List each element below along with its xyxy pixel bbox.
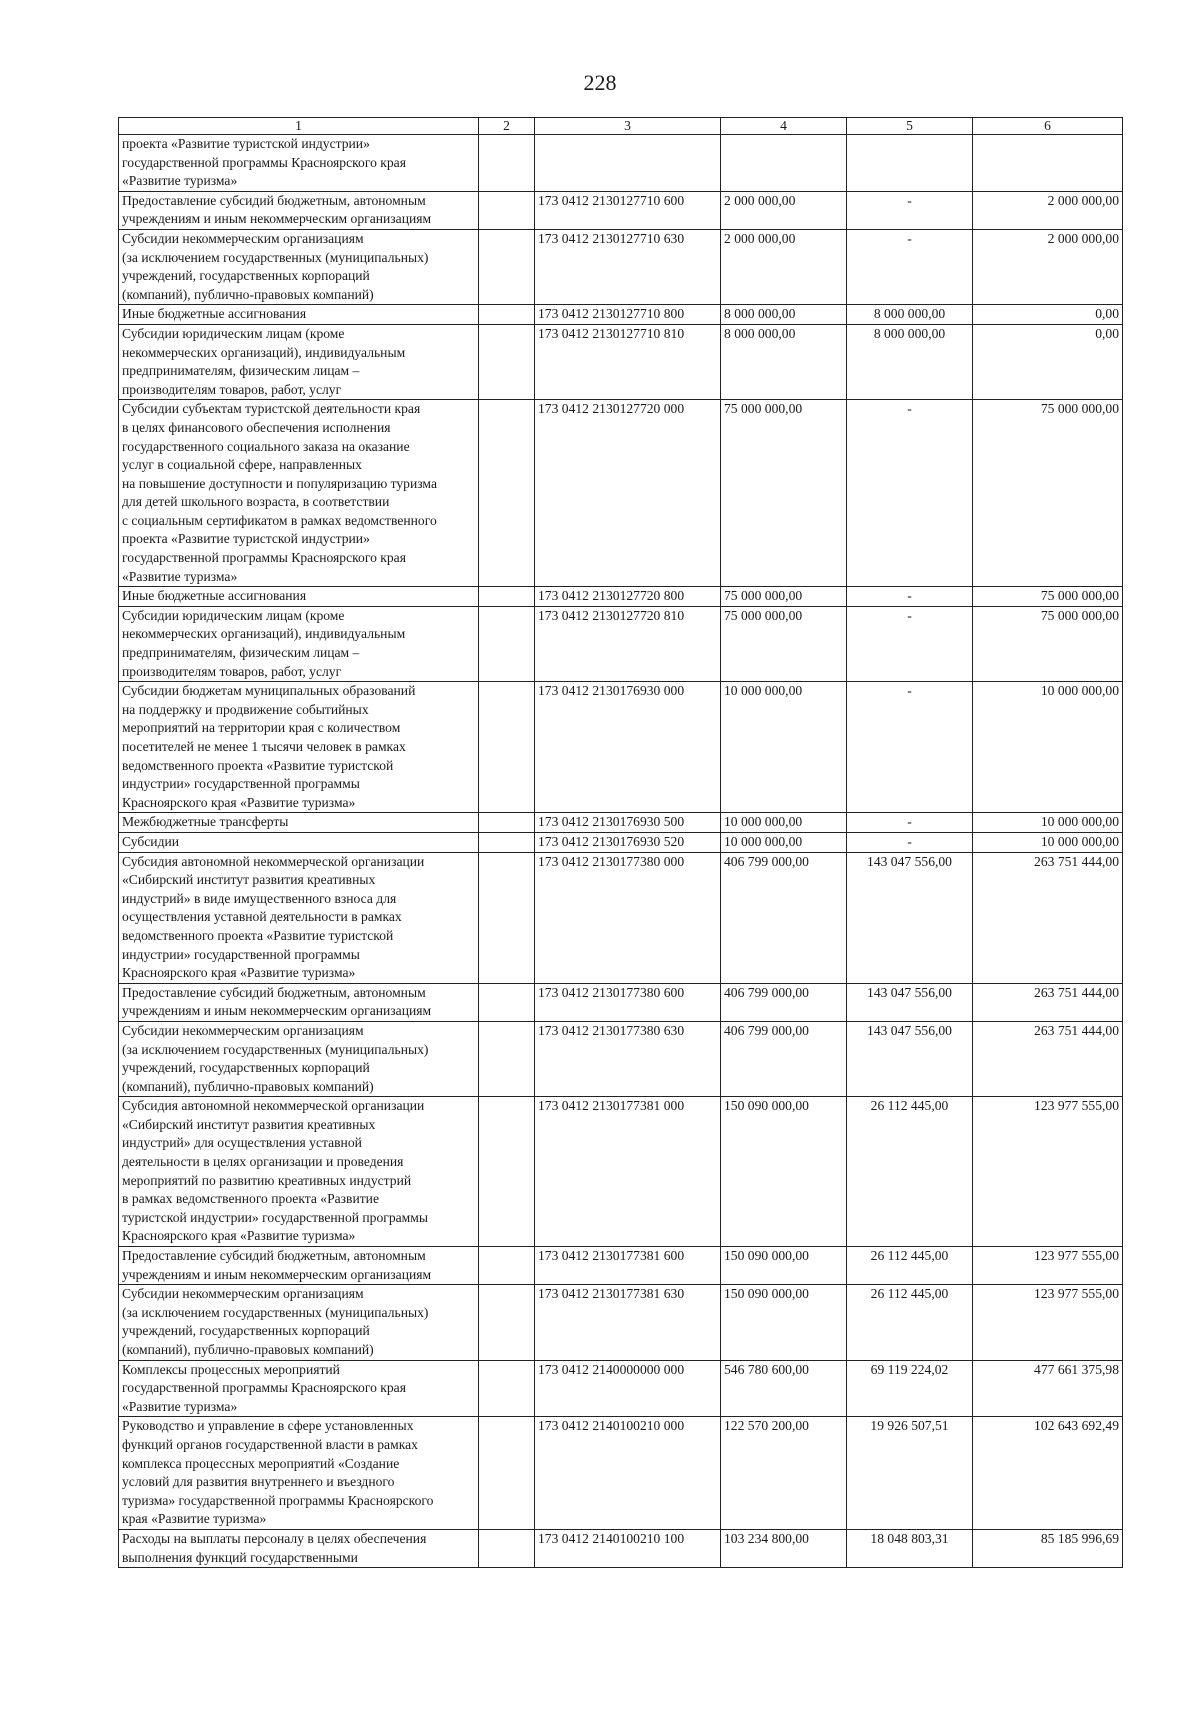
expense-name-line: учреждений, государственных корпораций [122,268,370,284]
expense-name-cell [119,1360,479,1417]
table-header-row [119,118,1123,135]
empty-cell [479,1360,535,1417]
table-row [119,1285,1123,1360]
executed-cell: 19 926 507,51 [847,1417,973,1530]
empty-cell [479,1021,535,1096]
expense-name-cell [119,813,479,833]
executed-cell: 18 048 803,31 [847,1529,973,1567]
expense-name-line: (компаний), публично-правовых компаний) [122,1078,374,1094]
expense-name-line: Руководство и управление в сфере установленных [122,1418,414,1434]
expense-name-line: Иные бюджетные ассигнования [122,588,307,604]
amount-cell: 10 000 000,00 [721,813,847,833]
remainder-cell: 10 000 000,00 [973,682,1123,813]
budget-code-cell: 173 0412 2130127720 810 [535,606,721,681]
budget-code-cell: 173 0412 2130127710 630 [535,229,721,304]
empty-cell [479,606,535,681]
expense-name-line: функций органов государственной власти в рамках [122,1436,418,1452]
expense-name-line: Субсидии некоммерческим организациям [122,1286,364,1302]
expense-name-line: Предоставление субсидий бюджетным, автономным [122,1248,426,1264]
remainder-cell: 75 000 000,00 [973,400,1123,587]
expense-name-cell [119,832,479,852]
expense-name-cell [119,1247,479,1285]
expense-name-line: мероприятий на территории края с количеством [122,720,401,736]
remainder-cell: 263 751 444,00 [973,983,1123,1021]
empty-cell [479,1417,535,1530]
remainder-cell: 2 000 000,00 [973,229,1123,304]
executed-cell: - [847,606,973,681]
expense-name-line: некоммерческих организаций), индивидуальным [122,344,406,360]
column-header-5: 5 [847,118,973,135]
budget-code-cell: 173 0412 2130176930 500 [535,813,721,833]
executed-cell: 69 119 224,02 [847,1360,973,1417]
expense-name-line: комплекса процессных мероприятий «Создание [122,1455,400,1471]
budget-code-cell: 173 0412 2130177380 600 [535,983,721,1021]
table-row [119,1097,1123,1247]
budget-code-cell: 173 0412 2130177380 630 [535,1021,721,1096]
expense-name-line: учреждениям и иным некоммерческим организациям [122,211,432,227]
expense-name-line: Субсидии юридическим лицам (кроме [122,325,345,341]
expense-name-line: индустрии» государственной программы [122,946,360,962]
table-row [119,229,1123,304]
expense-name-line: с социальным сертификатом в рамках ведомственного [122,512,437,528]
expense-name-line: производителям товаров, работ, услуг [122,663,342,679]
expense-name-line: ведомственного проекта «Развитие туристской [122,757,394,773]
empty-cell [479,813,535,833]
expense-name-line: предпринимателям, физическим лицам – [122,645,360,661]
expense-name-line: в рамках ведомственного проекта «Развитие [122,1191,379,1207]
expense-name-line: Красноярского края «Развитие туризма» [122,1228,356,1244]
amount-cell: 10 000 000,00 [721,682,847,813]
expense-name-line: индустрий» для осуществления уставной [122,1135,362,1151]
budget-code-cell: 173 0412 2130127720 000 [535,400,721,587]
table-row [119,1417,1123,1530]
executed-cell: 26 112 445,00 [847,1247,973,1285]
expense-name-line: мероприятий по развитию креативных индустрий [122,1172,412,1188]
remainder-cell: 2 000 000,00 [973,191,1123,229]
budget-code-cell: 173 0412 2130127710 810 [535,324,721,399]
expense-name-line: проекта «Развитие туристской индустрии» [122,136,370,151]
table-row [119,852,1123,983]
budget-code-cell: 173 0412 2140100210 000 [535,1417,721,1530]
remainder-cell: 10 000 000,00 [973,832,1123,852]
expense-name-line: Комплексы процессных мероприятий [122,1361,340,1377]
remainder-cell: 10 000 000,00 [973,813,1123,833]
column-header-2: 2 [479,118,535,135]
table-row [119,191,1123,229]
expense-name-line: государственной программы Красноярского края [122,550,406,566]
expense-name-line: «Развитие туризма» [122,173,238,189]
empty-cell [479,400,535,587]
expense-name-line: «Сибирский институт развития креативных [122,872,376,888]
table-row [119,682,1123,813]
expense-name-line: (за исключением государственных (муниципальных) [122,249,429,265]
expense-name-line: учреждениям и иным некоммерческим организациям [122,1266,432,1282]
remainder-cell: 477 661 375,98 [973,1360,1123,1417]
empty-cell [479,1247,535,1285]
expense-name-line: Предоставление субсидий бюджетным, автономным [122,984,426,1000]
executed-cell: 26 112 445,00 [847,1097,973,1247]
expense-name-cell [119,1417,479,1530]
budget-code-cell: 173 0412 2130127720 800 [535,587,721,607]
amount-cell: 103 234 800,00 [721,1529,847,1567]
expense-name-line: на повышение доступности и популяризацию туризма [122,475,437,491]
expense-name-line: услуг в социальной сфере, направленных [122,457,362,473]
expense-name-line: проекта «Развитие туристской индустрии» [122,531,370,547]
column-header-6: 6 [973,118,1123,135]
remainder-cell: 123 977 555,00 [973,1097,1123,1247]
table-row [119,324,1123,399]
expense-name-line: Субсидии некоммерческим организациям [122,1022,364,1038]
table-row [119,606,1123,681]
expense-name-line: производителям товаров, работ, услуг [122,381,342,397]
expense-name-cell [119,324,479,399]
expense-name-line: Иные бюджетные ассигнования [122,306,307,322]
amount-cell: 122 570 200,00 [721,1417,847,1530]
expense-name-line: индустрий» в виде имущественного взноса для [122,890,397,906]
budget-code-cell: 173 0412 2130176930 000 [535,682,721,813]
empty-cell [479,852,535,983]
executed-cell: - [847,832,973,852]
expense-name-cell [119,400,479,587]
table-row [119,1360,1123,1417]
expense-name-line: края «Развитие туризма» [122,1511,267,1527]
table-row [119,1529,1123,1567]
expense-name-line: в целях финансового обеспечения исполнения [122,419,391,435]
expense-name-line: учреждениям и иным некоммерческим организациям [122,1003,432,1019]
expense-name-line: некоммерческих организаций), индивидуальным [122,626,406,642]
expense-name-line: учреждений, государственных корпораций [122,1323,370,1339]
executed-cell: - [847,229,973,304]
amount-cell: 406 799 000,00 [721,1021,847,1096]
expense-name-cell [119,1097,479,1247]
expense-name-line: государственного социального заказа на оказание [122,438,410,454]
executed-cell: 143 047 556,00 [847,852,973,983]
amount-cell [721,135,847,192]
amount-cell: 546 780 600,00 [721,1360,847,1417]
expense-name-line: учреждений, государственных корпораций [122,1060,370,1076]
expense-name-cell [119,1021,479,1096]
empty-cell [479,135,535,192]
remainder-cell: 123 977 555,00 [973,1247,1123,1285]
expense-name-line: предпринимателям, физическим лицам – [122,363,360,379]
amount-cell: 150 090 000,00 [721,1285,847,1360]
column-header-1: 1 [119,118,479,135]
remainder-cell: 123 977 555,00 [973,1285,1123,1360]
amount-cell: 8 000 000,00 [721,324,847,399]
amount-cell: 75 000 000,00 [721,587,847,607]
amount-cell: 8 000 000,00 [721,305,847,325]
expense-name-cell [119,191,479,229]
table-row [119,587,1123,607]
amount-cell: 2 000 000,00 [721,191,847,229]
expense-name-line: (компаний), публично-правовых компаний) [122,286,374,302]
expense-name-cell [119,135,479,192]
executed-cell: - [847,813,973,833]
expense-name-line: посетителей не менее 1 тысячи человек в рамках [122,739,406,754]
executed-cell: 8 000 000,00 [847,305,973,325]
remainder-cell: 263 751 444,00 [973,1021,1123,1096]
expense-name-line: осуществления уставной деятельности в рамках [122,909,402,925]
expense-name-cell [119,229,479,304]
executed-cell: - [847,400,973,587]
expense-name-line: Субсидии бюджетам муниципальных образований [122,683,416,699]
remainder-cell: 75 000 000,00 [973,606,1123,681]
budget-code-cell: 173 0412 2130176930 520 [535,832,721,852]
table-body [119,118,1123,1568]
empty-cell [479,983,535,1021]
expense-name-line: туризма» государственной программы Красноярского [122,1492,434,1508]
executed-cell: - [847,682,973,813]
table-row [119,305,1123,325]
budget-code-cell: 173 0412 2130127710 800 [535,305,721,325]
expense-name-line: ведомственного проекта «Развитие туристской [122,927,394,943]
empty-cell [479,1529,535,1567]
table-row [119,1247,1123,1285]
amount-cell: 75 000 000,00 [721,400,847,587]
budget-code-cell: 173 0412 2130127710 600 [535,191,721,229]
empty-cell [479,305,535,325]
remainder-cell: 0,00 [973,324,1123,399]
executed-cell: 143 047 556,00 [847,1021,973,1096]
table-row [119,1021,1123,1096]
remainder-cell: 0,00 [973,305,1123,325]
budget-code-cell: 173 0412 2130177381 000 [535,1097,721,1247]
budget-code-cell: 173 0412 2130177380 000 [535,852,721,983]
table-row [119,135,1123,192]
expense-name-cell [119,587,479,607]
expense-name-line: выполнения функций государственными [122,1549,358,1565]
amount-cell: 10 000 000,00 [721,832,847,852]
amount-cell: 150 090 000,00 [721,1247,847,1285]
expense-name-line: Предоставление субсидий бюджетным, автономным [122,192,426,208]
expense-name-line: (компаний), публично-правовых компаний) [122,1342,374,1357]
executed-cell: 8 000 000,00 [847,324,973,399]
expense-name-line: (за исключением государственных (муниципальных) [122,1041,429,1057]
empty-cell [479,1285,535,1360]
expense-name-line: государственной программы Красноярского края [122,1380,406,1396]
expense-name-line: для детей школьного возраста, в соответствии [122,494,390,510]
table-row [119,983,1123,1021]
expense-name-line: государственной программы Красноярского края [122,154,406,170]
remainder-cell: 85 185 996,69 [973,1529,1123,1567]
remainder-cell: 75 000 000,00 [973,587,1123,607]
expense-name-line: «Сибирский институт развития креативных [122,1116,376,1132]
empty-cell [479,682,535,813]
budget-table [118,117,1123,1568]
column-header-3: 3 [535,118,721,135]
expense-name-cell [119,1285,479,1360]
budget-code-cell: 173 0412 2140000000 000 [535,1360,721,1417]
remainder-cell: 102 643 692,49 [973,1417,1123,1530]
executed-cell: 26 112 445,00 [847,1285,973,1360]
expense-name-cell [119,682,479,813]
amount-cell: 406 799 000,00 [721,983,847,1021]
table-row [119,400,1123,587]
expense-name-line: Субсидии субъектам туристской деятельности края [122,401,421,417]
amount-cell: 150 090 000,00 [721,1097,847,1247]
expense-name-cell [119,1529,479,1567]
expense-name-line: (за исключением государственных (муниципальных) [122,1304,429,1320]
expense-name-line: индустрии» государственной программы [122,776,360,792]
expense-name-line: Субсидии [122,833,180,849]
expense-name-cell [119,852,479,983]
expense-name-line: «Развитие туризма» [122,568,238,584]
table-row [119,813,1123,833]
expense-name-line: Субсидия автономной некоммерческой организации [122,1098,425,1114]
expense-name-line: Субсидия автономной некоммерческой организации [122,853,425,869]
expense-name-line: Красноярского края «Развитие туризма» [122,965,356,981]
expense-name-line: Субсидии юридическим лицам (кроме [122,607,345,623]
amount-cell: 406 799 000,00 [721,852,847,983]
empty-cell [479,324,535,399]
expense-name-line: Субсидии некоммерческим организациям [122,230,364,246]
executed-cell [847,135,973,192]
table-row [119,832,1123,852]
expense-name-line: туристской индустрии» государственной программы [122,1209,429,1225]
expense-name-line: деятельности в целях организации и проведения [122,1154,404,1170]
expense-name-line: на поддержку и продвижение событийных [122,701,369,717]
budget-code-cell: 173 0412 2130177381 630 [535,1285,721,1360]
column-header-4: 4 [721,118,847,135]
empty-cell [479,191,535,229]
empty-cell [479,587,535,607]
expense-name-cell [119,983,479,1021]
expense-name-cell [119,606,479,681]
budget-code-cell: 173 0412 2130177381 600 [535,1247,721,1285]
page-number: 228 [583,70,617,95]
expense-name-line: Межбюджетные трансферты [122,814,289,830]
budget-code-cell: 173 0412 2140100210 100 [535,1529,721,1567]
expense-name-cell [119,305,479,325]
executed-cell: - [847,191,973,229]
expense-name-line: условий для развития внутреннего и въездного [122,1474,395,1490]
expense-name-line: «Развитие туризма» [122,1398,238,1414]
empty-cell [479,229,535,304]
empty-cell [479,1097,535,1247]
budget-code-cell [535,135,721,192]
expense-name-line: Красноярского края «Развитие туризма» [122,794,356,810]
empty-cell [479,832,535,852]
expense-name-line: Расходы на выплаты персоналу в целях обеспечения [122,1530,427,1546]
executed-cell: - [847,587,973,607]
amount-cell: 75 000 000,00 [721,606,847,681]
remainder-cell [973,135,1123,192]
amount-cell: 2 000 000,00 [721,229,847,304]
executed-cell: 143 047 556,00 [847,983,973,1021]
remainder-cell: 263 751 444,00 [973,852,1123,983]
